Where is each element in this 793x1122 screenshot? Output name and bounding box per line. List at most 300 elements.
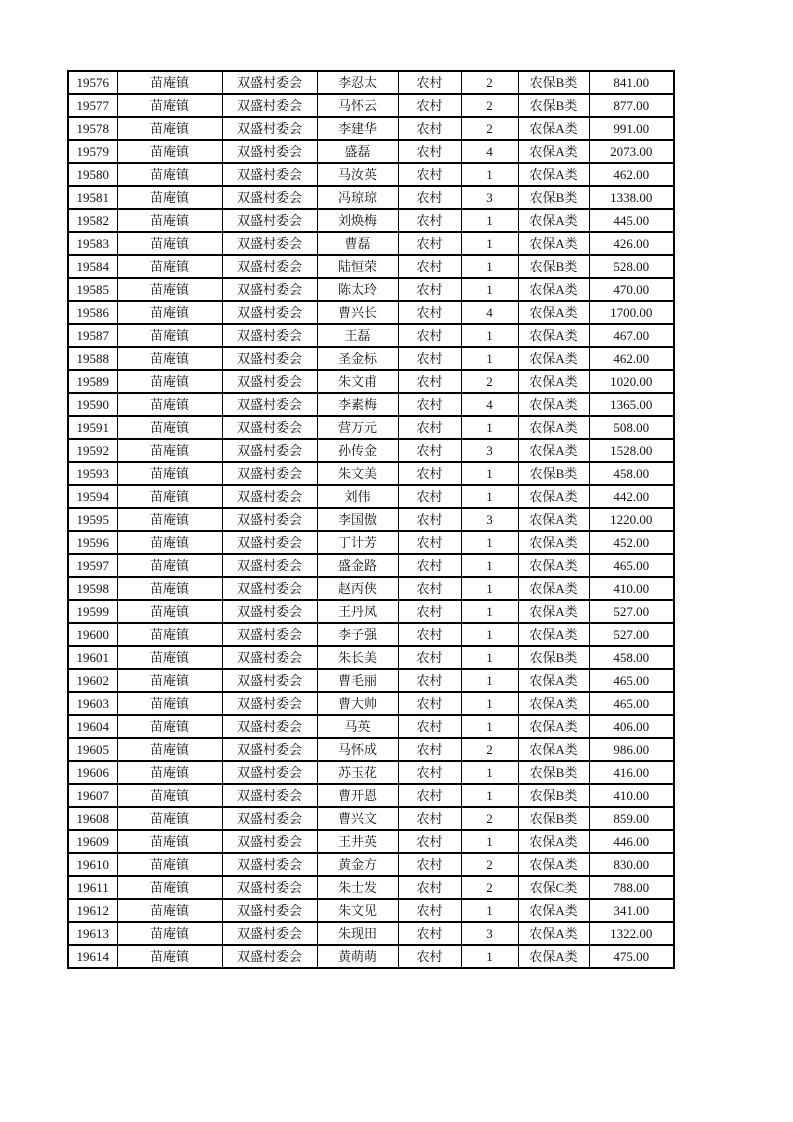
cell-residence_type: 农村 [398, 623, 461, 646]
cell-town: 苗庵镇 [117, 439, 222, 462]
cell-village: 双盛村委会 [222, 485, 317, 508]
cell-person_count: 2 [461, 71, 518, 94]
cell-record_id: 19581 [68, 186, 117, 209]
cell-name: 曹毛丽 [317, 669, 398, 692]
cell-name: 李子强 [317, 623, 398, 646]
cell-village: 双盛村委会 [222, 623, 317, 646]
cell-town: 苗庵镇 [117, 807, 222, 830]
cell-town: 苗庵镇 [117, 623, 222, 646]
cell-record_id: 19600 [68, 623, 117, 646]
cell-name: 曹大帅 [317, 692, 398, 715]
cell-insurance_category: 农保A类 [518, 163, 589, 186]
cell-record_id: 19593 [68, 462, 117, 485]
table-row [68, 899, 674, 922]
cell-amount: 465.00 [589, 692, 674, 715]
cell-amount: 986.00 [589, 738, 674, 761]
cell-residence_type: 农村 [398, 416, 461, 439]
cell-town: 苗庵镇 [117, 715, 222, 738]
cell-record_id: 19613 [68, 922, 117, 945]
cell-person_count: 2 [461, 117, 518, 140]
table-row [68, 485, 674, 508]
table-row [68, 577, 674, 600]
cell-name: 马英 [317, 715, 398, 738]
table-row [68, 669, 674, 692]
cell-person_count: 1 [461, 577, 518, 600]
table-row [68, 186, 674, 209]
cell-village: 双盛村委会 [222, 117, 317, 140]
cell-town: 苗庵镇 [117, 945, 222, 968]
cell-town: 苗庵镇 [117, 899, 222, 922]
cell-name: 李忍太 [317, 71, 398, 94]
cell-village: 双盛村委会 [222, 692, 317, 715]
cell-person_count: 1 [461, 347, 518, 370]
cell-name: 曹开恩 [317, 784, 398, 807]
table-row [68, 393, 674, 416]
cell-person_count: 3 [461, 439, 518, 462]
cell-residence_type: 农村 [398, 347, 461, 370]
cell-record_id: 19595 [68, 508, 117, 531]
cell-amount: 458.00 [589, 462, 674, 485]
cell-town: 苗庵镇 [117, 853, 222, 876]
cell-amount: 465.00 [589, 554, 674, 577]
cell-village: 双盛村委会 [222, 853, 317, 876]
cell-record_id: 19586 [68, 301, 117, 324]
cell-residence_type: 农村 [398, 945, 461, 968]
cell-town: 苗庵镇 [117, 301, 222, 324]
cell-amount: 1322.00 [589, 922, 674, 945]
cell-town: 苗庵镇 [117, 554, 222, 577]
cell-insurance_category: 农保A类 [518, 945, 589, 968]
cell-name: 冯琼琼 [317, 186, 398, 209]
cell-amount: 462.00 [589, 347, 674, 370]
cell-village: 双盛村委会 [222, 186, 317, 209]
cell-village: 双盛村委会 [222, 807, 317, 830]
cell-insurance_category: 农保B类 [518, 255, 589, 278]
cell-record_id: 19589 [68, 370, 117, 393]
cell-insurance_category: 农保B类 [518, 71, 589, 94]
cell-name: 刘伟 [317, 485, 398, 508]
cell-amount: 830.00 [589, 853, 674, 876]
cell-insurance_category: 农保A类 [518, 278, 589, 301]
cell-amount: 508.00 [589, 416, 674, 439]
cell-insurance_category: 农保A类 [518, 738, 589, 761]
cell-village: 双盛村委会 [222, 922, 317, 945]
cell-amount: 465.00 [589, 669, 674, 692]
cell-person_count: 4 [461, 393, 518, 416]
cell-person_count: 4 [461, 301, 518, 324]
cell-village: 双盛村委会 [222, 94, 317, 117]
table-row [68, 71, 674, 94]
cell-person_count: 2 [461, 94, 518, 117]
cell-person_count: 1 [461, 255, 518, 278]
table-row [68, 439, 674, 462]
table-row [68, 301, 674, 324]
cell-insurance_category: 农保A类 [518, 301, 589, 324]
table-row [68, 876, 674, 899]
cell-name: 圣金标 [317, 347, 398, 370]
cell-insurance_category: 农保B类 [518, 784, 589, 807]
cell-insurance_category: 农保A类 [518, 600, 589, 623]
cell-person_count: 2 [461, 807, 518, 830]
cell-residence_type: 农村 [398, 531, 461, 554]
payment-table [67, 70, 675, 969]
cell-person_count: 1 [461, 646, 518, 669]
cell-town: 苗庵镇 [117, 140, 222, 163]
cell-insurance_category: 农保B类 [518, 94, 589, 117]
cell-town: 苗庵镇 [117, 784, 222, 807]
cell-residence_type: 农村 [398, 784, 461, 807]
cell-residence_type: 农村 [398, 163, 461, 186]
table-row [68, 692, 674, 715]
cell-insurance_category: 农保A类 [518, 324, 589, 347]
cell-town: 苗庵镇 [117, 71, 222, 94]
cell-village: 双盛村委会 [222, 416, 317, 439]
cell-village: 双盛村委会 [222, 600, 317, 623]
cell-record_id: 19608 [68, 807, 117, 830]
cell-amount: 452.00 [589, 531, 674, 554]
cell-town: 苗庵镇 [117, 232, 222, 255]
payment-table-body [68, 71, 674, 968]
cell-amount: 475.00 [589, 945, 674, 968]
table-row [68, 370, 674, 393]
cell-amount: 341.00 [589, 899, 674, 922]
cell-name: 盛磊 [317, 140, 398, 163]
cell-village: 双盛村委会 [222, 324, 317, 347]
cell-amount: 1365.00 [589, 393, 674, 416]
cell-person_count: 1 [461, 669, 518, 692]
cell-record_id: 19578 [68, 117, 117, 140]
cell-person_count: 1 [461, 600, 518, 623]
cell-insurance_category: 农保A类 [518, 370, 589, 393]
cell-residence_type: 农村 [398, 508, 461, 531]
table-row [68, 830, 674, 853]
cell-village: 双盛村委会 [222, 347, 317, 370]
cell-amount: 410.00 [589, 577, 674, 600]
cell-record_id: 19612 [68, 899, 117, 922]
cell-person_count: 2 [461, 370, 518, 393]
cell-insurance_category: 农保A类 [518, 715, 589, 738]
cell-name: 马怀成 [317, 738, 398, 761]
cell-amount: 527.00 [589, 600, 674, 623]
cell-name: 王井英 [317, 830, 398, 853]
cell-record_id: 19585 [68, 278, 117, 301]
cell-village: 双盛村委会 [222, 761, 317, 784]
cell-record_id: 19609 [68, 830, 117, 853]
cell-record_id: 19579 [68, 140, 117, 163]
cell-insurance_category: 农保A类 [518, 508, 589, 531]
cell-town: 苗庵镇 [117, 531, 222, 554]
cell-town: 苗庵镇 [117, 508, 222, 531]
cell-record_id: 19587 [68, 324, 117, 347]
cell-residence_type: 农村 [398, 876, 461, 899]
cell-amount: 1220.00 [589, 508, 674, 531]
cell-town: 苗庵镇 [117, 669, 222, 692]
table-row [68, 140, 674, 163]
cell-insurance_category: 农保B类 [518, 761, 589, 784]
cell-town: 苗庵镇 [117, 163, 222, 186]
cell-town: 苗庵镇 [117, 94, 222, 117]
cell-insurance_category: 农保A类 [518, 485, 589, 508]
cell-amount: 442.00 [589, 485, 674, 508]
table-row [68, 94, 674, 117]
cell-town: 苗庵镇 [117, 646, 222, 669]
cell-village: 双盛村委会 [222, 646, 317, 669]
cell-residence_type: 农村 [398, 393, 461, 416]
cell-village: 双盛村委会 [222, 370, 317, 393]
cell-insurance_category: 农保A类 [518, 853, 589, 876]
cell-record_id: 19582 [68, 209, 117, 232]
cell-insurance_category: 农保C类 [518, 876, 589, 899]
cell-record_id: 19614 [68, 945, 117, 968]
cell-town: 苗庵镇 [117, 370, 222, 393]
cell-village: 双盛村委会 [222, 715, 317, 738]
cell-residence_type: 农村 [398, 324, 461, 347]
table-row [68, 807, 674, 830]
cell-person_count: 1 [461, 715, 518, 738]
cell-name: 王丹凤 [317, 600, 398, 623]
cell-amount: 1338.00 [589, 186, 674, 209]
cell-village: 双盛村委会 [222, 945, 317, 968]
cell-insurance_category: 农保A类 [518, 117, 589, 140]
cell-name: 丁计芳 [317, 531, 398, 554]
cell-person_count: 1 [461, 416, 518, 439]
cell-record_id: 19592 [68, 439, 117, 462]
table-row [68, 646, 674, 669]
cell-village: 双盛村委会 [222, 738, 317, 761]
cell-residence_type: 农村 [398, 301, 461, 324]
cell-record_id: 19591 [68, 416, 117, 439]
cell-name: 曹磊 [317, 232, 398, 255]
cell-village: 双盛村委会 [222, 393, 317, 416]
cell-name: 刘焕梅 [317, 209, 398, 232]
cell-residence_type: 农村 [398, 485, 461, 508]
cell-person_count: 4 [461, 140, 518, 163]
table-row [68, 738, 674, 761]
cell-town: 苗庵镇 [117, 577, 222, 600]
cell-record_id: 19590 [68, 393, 117, 416]
cell-village: 双盛村委会 [222, 163, 317, 186]
cell-town: 苗庵镇 [117, 416, 222, 439]
cell-residence_type: 农村 [398, 761, 461, 784]
cell-village: 双盛村委会 [222, 209, 317, 232]
cell-record_id: 19588 [68, 347, 117, 370]
cell-insurance_category: 农保A类 [518, 439, 589, 462]
cell-record_id: 19597 [68, 554, 117, 577]
cell-name: 盛金路 [317, 554, 398, 577]
cell-person_count: 1 [461, 761, 518, 784]
cell-record_id: 19583 [68, 232, 117, 255]
cell-insurance_category: 农保B类 [518, 646, 589, 669]
cell-town: 苗庵镇 [117, 830, 222, 853]
table-row [68, 623, 674, 646]
cell-name: 朱现田 [317, 922, 398, 945]
cell-name: 王磊 [317, 324, 398, 347]
cell-amount: 426.00 [589, 232, 674, 255]
cell-person_count: 1 [461, 462, 518, 485]
cell-name: 马怀云 [317, 94, 398, 117]
cell-person_count: 1 [461, 899, 518, 922]
cell-person_count: 2 [461, 738, 518, 761]
table-row [68, 600, 674, 623]
cell-person_count: 1 [461, 324, 518, 347]
cell-residence_type: 农村 [398, 577, 461, 600]
cell-person_count: 3 [461, 186, 518, 209]
cell-person_count: 1 [461, 232, 518, 255]
cell-name: 朱士发 [317, 876, 398, 899]
cell-person_count: 1 [461, 623, 518, 646]
cell-amount: 470.00 [589, 278, 674, 301]
cell-village: 双盛村委会 [222, 232, 317, 255]
cell-village: 双盛村委会 [222, 577, 317, 600]
cell-residence_type: 农村 [398, 692, 461, 715]
cell-name: 黄金方 [317, 853, 398, 876]
cell-name: 李国傲 [317, 508, 398, 531]
cell-person_count: 3 [461, 508, 518, 531]
table-row [68, 922, 674, 945]
cell-residence_type: 农村 [398, 738, 461, 761]
cell-insurance_category: 农保B类 [518, 462, 589, 485]
cell-person_count: 3 [461, 922, 518, 945]
cell-person_count: 1 [461, 830, 518, 853]
cell-insurance_category: 农保A类 [518, 531, 589, 554]
cell-amount: 788.00 [589, 876, 674, 899]
cell-insurance_category: 农保A类 [518, 830, 589, 853]
cell-residence_type: 农村 [398, 830, 461, 853]
cell-village: 双盛村委会 [222, 462, 317, 485]
cell-person_count: 2 [461, 853, 518, 876]
cell-insurance_category: 农保B类 [518, 186, 589, 209]
cell-record_id: 19602 [68, 669, 117, 692]
cell-residence_type: 农村 [398, 646, 461, 669]
cell-village: 双盛村委会 [222, 669, 317, 692]
table-row [68, 117, 674, 140]
cell-name: 朱文美 [317, 462, 398, 485]
cell-person_count: 1 [461, 554, 518, 577]
cell-name: 马汝英 [317, 163, 398, 186]
cell-amount: 458.00 [589, 646, 674, 669]
cell-village: 双盛村委会 [222, 508, 317, 531]
cell-name: 朱文见 [317, 899, 398, 922]
cell-insurance_category: 农保A类 [518, 623, 589, 646]
cell-record_id: 19601 [68, 646, 117, 669]
table-row [68, 347, 674, 370]
cell-name: 营万元 [317, 416, 398, 439]
cell-village: 双盛村委会 [222, 278, 317, 301]
cell-person_count: 1 [461, 278, 518, 301]
cell-village: 双盛村委会 [222, 301, 317, 324]
table-row [68, 508, 674, 531]
cell-town: 苗庵镇 [117, 278, 222, 301]
cell-record_id: 19611 [68, 876, 117, 899]
cell-village: 双盛村委会 [222, 899, 317, 922]
cell-amount: 527.00 [589, 623, 674, 646]
cell-name: 赵丙侠 [317, 577, 398, 600]
cell-insurance_category: 农保A类 [518, 577, 589, 600]
cell-town: 苗庵镇 [117, 462, 222, 485]
table-row [68, 232, 674, 255]
cell-record_id: 19599 [68, 600, 117, 623]
cell-person_count: 2 [461, 876, 518, 899]
cell-residence_type: 农村 [398, 715, 461, 738]
cell-village: 双盛村委会 [222, 554, 317, 577]
cell-amount: 2073.00 [589, 140, 674, 163]
cell-amount: 406.00 [589, 715, 674, 738]
cell-amount: 859.00 [589, 807, 674, 830]
cell-amount: 410.00 [589, 784, 674, 807]
cell-name: 曹兴长 [317, 301, 398, 324]
cell-village: 双盛村委会 [222, 784, 317, 807]
cell-residence_type: 农村 [398, 117, 461, 140]
cell-name: 曹兴文 [317, 807, 398, 830]
table-row [68, 416, 674, 439]
cell-town: 苗庵镇 [117, 738, 222, 761]
cell-village: 双盛村委会 [222, 830, 317, 853]
cell-name: 陈太玲 [317, 278, 398, 301]
table-row [68, 853, 674, 876]
cell-town: 苗庵镇 [117, 347, 222, 370]
cell-village: 双盛村委会 [222, 255, 317, 278]
cell-town: 苗庵镇 [117, 692, 222, 715]
cell-insurance_category: 农保A类 [518, 209, 589, 232]
cell-person_count: 1 [461, 163, 518, 186]
cell-residence_type: 农村 [398, 232, 461, 255]
cell-residence_type: 农村 [398, 922, 461, 945]
table-row [68, 255, 674, 278]
cell-record_id: 19584 [68, 255, 117, 278]
table-row [68, 462, 674, 485]
cell-record_id: 19596 [68, 531, 117, 554]
cell-residence_type: 农村 [398, 255, 461, 278]
cell-insurance_category: 农保A类 [518, 140, 589, 163]
cell-town: 苗庵镇 [117, 209, 222, 232]
cell-residence_type: 农村 [398, 278, 461, 301]
cell-town: 苗庵镇 [117, 255, 222, 278]
cell-town: 苗庵镇 [117, 485, 222, 508]
cell-amount: 1020.00 [589, 370, 674, 393]
cell-residence_type: 农村 [398, 853, 461, 876]
table-row [68, 163, 674, 186]
cell-town: 苗庵镇 [117, 761, 222, 784]
table-row [68, 761, 674, 784]
cell-insurance_category: 农保A类 [518, 347, 589, 370]
cell-amount: 991.00 [589, 117, 674, 140]
table-row [68, 278, 674, 301]
cell-insurance_category: 农保A类 [518, 669, 589, 692]
cell-insurance_category: 农保A类 [518, 922, 589, 945]
table-row [68, 784, 674, 807]
cell-amount: 416.00 [589, 761, 674, 784]
cell-name: 朱长美 [317, 646, 398, 669]
table-row [68, 554, 674, 577]
cell-name: 陆恒荣 [317, 255, 398, 278]
cell-name: 黄萌萌 [317, 945, 398, 968]
cell-insurance_category: 农保A类 [518, 554, 589, 577]
cell-town: 苗庵镇 [117, 117, 222, 140]
cell-record_id: 19577 [68, 94, 117, 117]
cell-residence_type: 农村 [398, 462, 461, 485]
table-row [68, 715, 674, 738]
cell-residence_type: 农村 [398, 807, 461, 830]
cell-residence_type: 农村 [398, 439, 461, 462]
cell-residence_type: 农村 [398, 209, 461, 232]
cell-village: 双盛村委会 [222, 439, 317, 462]
cell-amount: 462.00 [589, 163, 674, 186]
cell-residence_type: 农村 [398, 140, 461, 163]
cell-record_id: 19594 [68, 485, 117, 508]
cell-residence_type: 农村 [398, 554, 461, 577]
cell-name: 李素梅 [317, 393, 398, 416]
cell-village: 双盛村委会 [222, 140, 317, 163]
